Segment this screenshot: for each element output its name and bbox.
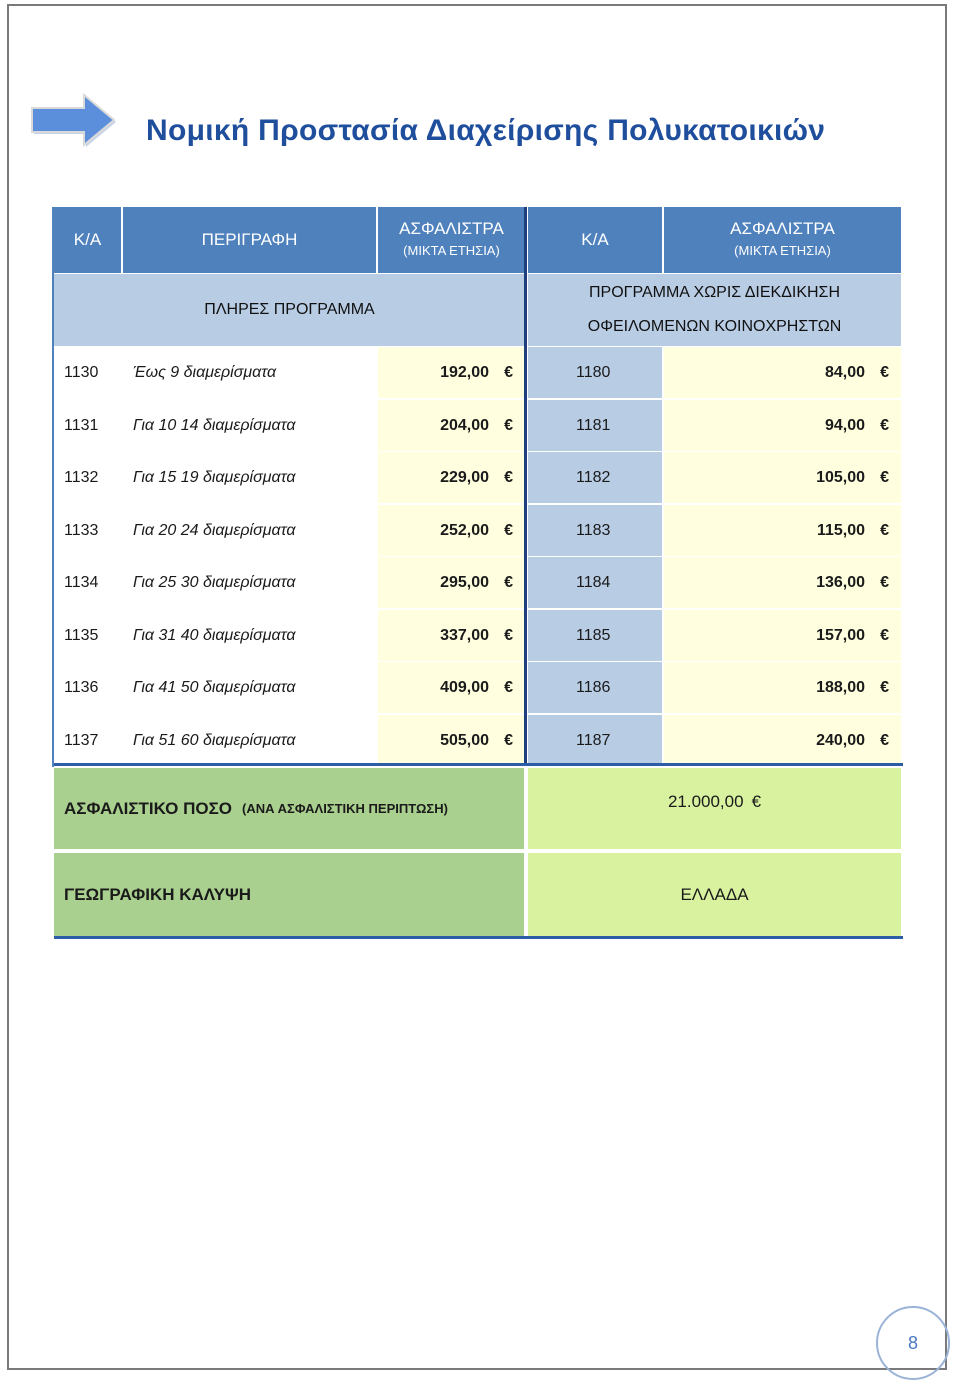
row-code-2: 1187 bbox=[528, 715, 662, 766]
euro-symbol: € bbox=[880, 573, 889, 591]
header-program-no-claim: ΠΡΟΓΡΑΜΜΑ ΧΩΡΙΣ ΔΙΕΚΔΙΚΗΣΗ ΟΦΕΙΛΟΜΕΝΩΝ ΚΟΙΝΟΧΡΗΣΤΩΝ bbox=[528, 274, 901, 346]
row-code: 1134 bbox=[54, 557, 121, 608]
page-title: Νομική Προστασία Διαχείρισης Πολυκατοικιών bbox=[146, 114, 826, 147]
row-code-2: 1184 bbox=[528, 557, 662, 608]
row-price: 192,00 € bbox=[378, 347, 525, 398]
coverage-bottom-line bbox=[54, 936, 903, 939]
row-price-2: 157,00 € bbox=[664, 610, 901, 661]
row-code: 1130 bbox=[54, 347, 121, 398]
euro-symbol: € bbox=[504, 521, 513, 539]
euro-symbol: € bbox=[504, 573, 513, 591]
euro-symbol: € bbox=[504, 626, 513, 644]
row-description: Για 15 19 διαμερίσματα bbox=[123, 452, 376, 503]
row-code-2: 1183 bbox=[528, 505, 662, 556]
page-number: 8 bbox=[876, 1306, 950, 1380]
row-price: 252,00 € bbox=[378, 505, 525, 556]
row-code: 1133 bbox=[54, 505, 121, 556]
row-description: Έως 9 διαμερίσματα bbox=[123, 347, 376, 398]
row-code-2: 1181 bbox=[528, 400, 662, 451]
euro-symbol: € bbox=[504, 363, 513, 381]
row-code: 1135 bbox=[54, 610, 121, 661]
row-code: 1137 bbox=[54, 715, 121, 766]
insured-amount-label: ΑΣΦΑΛΙΣΤΙΚΟ ΠΟΣΟ (ΑΝΑ ΑΣΦΑΛΙΣΤΙΚΗ ΠΕΡΙΠΤΩΣΗ) bbox=[54, 768, 524, 849]
row-code-2: 1186 bbox=[528, 662, 662, 713]
row-price: 204,00 € bbox=[378, 400, 525, 451]
row-price-2: 84,00 € bbox=[664, 347, 901, 398]
row-description: Για 25 30 διαμερίσματα bbox=[123, 557, 376, 608]
euro-symbol: € bbox=[880, 416, 889, 434]
row-description: Για 10 14 διαμερίσματα bbox=[123, 400, 376, 451]
coverage-label: ΓΕΩΓΡΑΦΙΚΗ ΚΑΛΥΨΗ bbox=[54, 853, 524, 936]
row-price: 295,00 € bbox=[378, 557, 525, 608]
row-price: 409,00 € bbox=[378, 662, 525, 713]
euro-symbol: € bbox=[880, 363, 889, 381]
insured-amount-value: 21.000,00 € bbox=[528, 768, 901, 849]
row-price: 229,00 € bbox=[378, 452, 525, 503]
euro-symbol: € bbox=[880, 731, 889, 749]
euro-symbol: € bbox=[880, 468, 889, 486]
row-code: 1131 bbox=[54, 400, 121, 451]
row-price-2: 240,00 € bbox=[664, 715, 901, 766]
euro-symbol: € bbox=[504, 468, 513, 486]
row-description: Για 51 60 διαμερίσματα bbox=[123, 715, 376, 766]
row-price: 337,00 € bbox=[378, 610, 525, 661]
row-price-2: 105,00 € bbox=[664, 452, 901, 503]
row-description: Για 41 50 διαμερίσματα bbox=[123, 662, 376, 713]
column-divider-middle bbox=[524, 207, 527, 764]
euro-symbol: € bbox=[504, 731, 513, 749]
row-price-2: 136,00 € bbox=[664, 557, 901, 608]
header-ka-left: Κ/Α bbox=[54, 207, 121, 273]
euro-symbol: € bbox=[880, 626, 889, 644]
arrow-right-icon bbox=[30, 92, 120, 152]
row-price-2: 188,00 € bbox=[664, 662, 901, 713]
row-code: 1132 bbox=[54, 452, 121, 503]
row-code: 1136 bbox=[54, 662, 121, 713]
header-premium-left: ΑΣΦΑΛΙΣΤΡΑ (ΜΙΚΤΑ ΕΤΗΣΙΑ) bbox=[378, 207, 525, 273]
euro-symbol: € bbox=[504, 416, 513, 434]
row-description: Για 31 40 διαμερίσματα bbox=[123, 610, 376, 661]
row-code-2: 1185 bbox=[528, 610, 662, 661]
row-price: 505,00 € bbox=[378, 715, 525, 766]
header-description: ΠΕΡΙΓΡΑΦΗ bbox=[123, 207, 376, 273]
row-price-2: 94,00 € bbox=[664, 400, 901, 451]
row-code-2: 1180 bbox=[528, 347, 662, 398]
header-premium-right: ΑΣΦΑΛΙΣΤΡΑ (ΜΙΚΤΑ ΕΤΗΣΙΑ) bbox=[664, 207, 901, 273]
euro-symbol: € bbox=[880, 678, 889, 696]
header-full-program: ΠΛΗΡΕΣ ΠΡΟΓΡΑΜΜΑ bbox=[54, 274, 525, 346]
euro-symbol: € bbox=[504, 678, 513, 696]
coverage-value: ΕΛΛΑΔΑ bbox=[528, 853, 901, 936]
column-divider-left bbox=[52, 207, 54, 767]
header-ka-right: Κ/Α bbox=[528, 207, 662, 273]
table-bottom-line bbox=[54, 763, 903, 766]
euro-symbol: € bbox=[880, 521, 889, 539]
row-price-2: 115,00 € bbox=[664, 505, 901, 556]
row-code-2: 1182 bbox=[528, 452, 662, 503]
row-description: Για 20 24 διαμερίσματα bbox=[123, 505, 376, 556]
